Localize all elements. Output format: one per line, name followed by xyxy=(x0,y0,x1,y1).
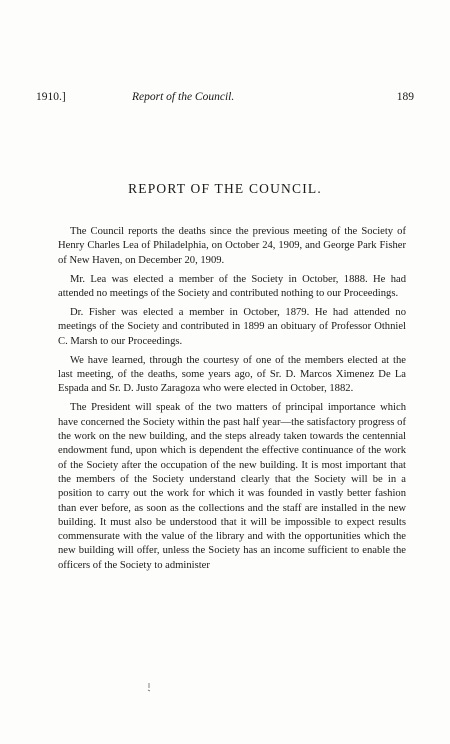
page-number: 189 xyxy=(396,91,414,103)
paragraph-fisher: Dr. Fisher was elected a member in October, 1879. He had attended no meetings of the Society and contributed in 1899 an obituary of Professor Othniel C. Marsh to our Proceedings. xyxy=(58,307,406,347)
paragraph-president: The President will speak of the two matters of principal importance which have concerned the Society within the past half year—the satisfactory progress of the work on the new building, and the steps already taken towards the centennial endowment fund, upon which is dependent the effective continuance of the work of the Society after the occupation of the new building. It is most important that the members of the Society understand clearly that the Society will be in a position to carry out the work for which it was founded in vastly better fashion than ever before, as soon as the collections and the staff are installed in the new building. It must also be understood that it will be impossible to expect results commensurate with the value of the library and with the opportunities which the new building will offer, unless the Society has an income sufficient to enable the officers of the Society to administer xyxy=(58,402,406,571)
running-header xyxy=(36,91,414,107)
header-title: Report of the Council. xyxy=(132,91,235,103)
paragraph-spanish-members: We have learned, through the courtesy of one of the members elected at the last meeting, of the deaths, some years ago, of Sr. D. Marcos Ximenez De La Espada and Sr. D. Justo Zaragoza who were elected in October, 1882. xyxy=(58,354,406,395)
ink-mark xyxy=(146,682,152,692)
paragraph-deaths: The Council reports the deaths since the previous meeting of the Society of Henry Charles Lea of Philadelphia, on October 24, 1909, and George Park Fisher of New Haven, on December 20, 1909. xyxy=(58,226,406,266)
paragraph-lea: Mr. Lea was elected a member of the Society in October, 1888. He had attended no meetings of the Society and contributed nothing to our Proceedings. xyxy=(58,273,406,299)
header-year: 1910.] xyxy=(36,91,66,103)
report-heading: REPORT OF THE COUNCIL. xyxy=(128,181,322,196)
report-body xyxy=(58,225,406,578)
